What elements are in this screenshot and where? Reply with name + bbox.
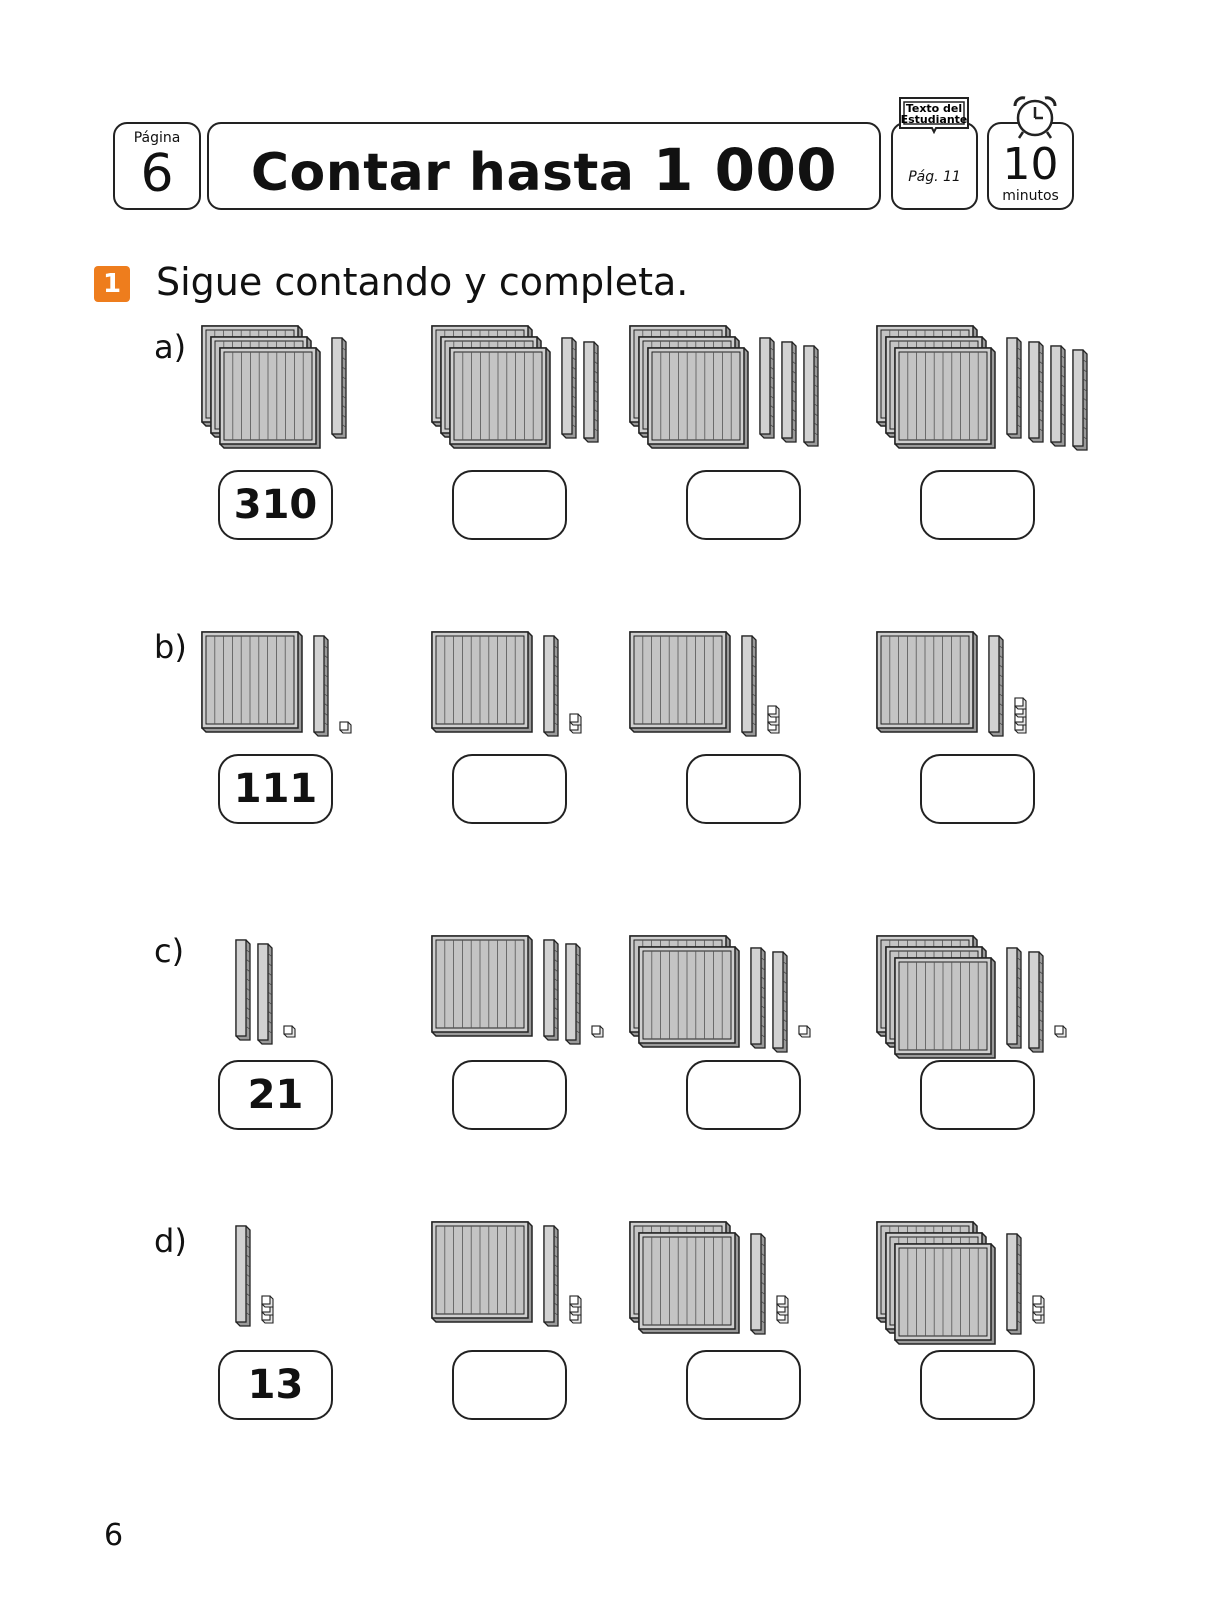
row-label: c) xyxy=(154,932,185,970)
ten-rod xyxy=(1007,338,1021,438)
hundred-flat xyxy=(895,1244,995,1344)
unit-cube xyxy=(1055,1026,1066,1037)
alarm-clock-icon xyxy=(1009,94,1061,142)
hundred-flat xyxy=(639,1233,739,1333)
base-ten-figure xyxy=(628,932,848,1072)
base-ten-figure xyxy=(628,628,848,768)
ten-rod xyxy=(332,338,346,438)
answer-box[interactable] xyxy=(452,470,567,540)
hundred-flat xyxy=(877,632,977,732)
row-label: a) xyxy=(154,328,187,366)
unit-cube xyxy=(284,1026,295,1037)
hundred-flat xyxy=(450,348,550,448)
page-title xyxy=(209,136,879,204)
title-number: 1 000 xyxy=(653,136,838,204)
textbook-ref-box xyxy=(891,122,978,210)
hundred-flat xyxy=(648,348,748,448)
time-value: 10 xyxy=(1002,139,1059,190)
page-label: Página xyxy=(133,130,181,146)
unit-cube xyxy=(777,1296,788,1307)
ten-rod xyxy=(314,636,328,736)
title-text: Contar hasta xyxy=(250,143,654,203)
answer-box[interactable] xyxy=(686,1060,801,1130)
unit-cube xyxy=(570,714,581,725)
ten-rod xyxy=(751,948,765,1048)
ten-rod xyxy=(751,1234,765,1334)
answer-example: 111 xyxy=(218,754,333,824)
ten-rod xyxy=(1007,1234,1021,1334)
answer-example: 21 xyxy=(218,1060,333,1130)
ten-rod xyxy=(1073,350,1087,450)
answer-box[interactable] xyxy=(686,470,801,540)
hundred-flat xyxy=(895,348,995,448)
ten-rod xyxy=(773,952,787,1052)
footer-page-number: 6 xyxy=(104,1518,124,1553)
ten-rod xyxy=(562,338,576,438)
time-unit: minutos xyxy=(1002,188,1059,204)
ten-rod xyxy=(566,944,580,1044)
ten-rod xyxy=(782,342,796,442)
textbook-page: Pág. 11 xyxy=(908,169,961,185)
answer-box[interactable] xyxy=(686,1350,801,1420)
hundred-flat xyxy=(220,348,320,448)
answer-box[interactable] xyxy=(920,754,1035,824)
base-ten-figure xyxy=(430,322,650,462)
answer-example: 310 xyxy=(218,470,333,540)
unit-cube xyxy=(799,1026,810,1037)
unit-cube xyxy=(592,1026,603,1037)
base-ten-figure xyxy=(200,628,420,768)
ten-rod xyxy=(1029,952,1043,1052)
ten-rod xyxy=(1029,342,1043,442)
base-ten-figure xyxy=(875,628,1095,768)
base-ten-figure xyxy=(430,1218,650,1358)
unit-cube xyxy=(768,706,779,717)
exercise-number: 1 xyxy=(94,266,130,302)
base-ten-figure xyxy=(200,932,420,1072)
hundred-flat xyxy=(432,1222,532,1322)
ten-rod xyxy=(989,636,1003,736)
unit-cube xyxy=(340,722,351,733)
answer-box[interactable] xyxy=(452,1350,567,1420)
book-icon xyxy=(896,96,972,134)
unit-cube xyxy=(1033,1296,1044,1307)
answer-box[interactable] xyxy=(920,1350,1035,1420)
book-line1: Texto del xyxy=(905,102,963,115)
hundred-flat xyxy=(630,632,730,732)
unit-cube xyxy=(570,1296,581,1307)
base-ten-figure xyxy=(200,1218,420,1358)
ten-rod xyxy=(236,940,250,1040)
base-ten-figure xyxy=(430,932,650,1072)
ten-rod xyxy=(1051,346,1065,446)
hundred-flat xyxy=(432,632,532,732)
ten-rod xyxy=(544,940,558,1040)
ten-rod xyxy=(236,1226,250,1326)
book-line2: Estudiante xyxy=(900,113,968,126)
unit-cube xyxy=(262,1296,273,1307)
hundred-flat xyxy=(432,936,532,1036)
hundred-flat xyxy=(895,958,995,1058)
ten-rod xyxy=(584,342,598,442)
hundred-flat xyxy=(202,632,302,732)
title-box xyxy=(207,122,881,210)
row-label: b) xyxy=(154,628,187,666)
page-number: 6 xyxy=(140,144,174,204)
page-number-box xyxy=(113,122,201,210)
ten-rod xyxy=(760,338,774,438)
ten-rod xyxy=(1007,948,1021,1048)
exercise-instruction: Sigue contando y completa. xyxy=(156,260,689,304)
base-ten-figure xyxy=(875,322,1095,462)
ten-rod xyxy=(804,346,818,446)
answer-example: 13 xyxy=(218,1350,333,1420)
ten-rod xyxy=(544,636,558,736)
unit-cube xyxy=(1015,698,1026,709)
answer-box[interactable] xyxy=(452,1060,567,1130)
hundred-flat xyxy=(639,947,739,1047)
answer-box[interactable] xyxy=(920,1060,1035,1130)
base-ten-figure xyxy=(430,628,650,768)
answer-box[interactable] xyxy=(452,754,567,824)
ten-rod xyxy=(544,1226,558,1326)
base-ten-figure xyxy=(628,1218,848,1358)
row-label: d) xyxy=(154,1222,187,1260)
ten-rod xyxy=(742,636,756,736)
base-ten-figure xyxy=(200,322,420,462)
base-ten-figure xyxy=(628,322,848,462)
base-ten-figure xyxy=(875,1218,1095,1358)
answer-box[interactable] xyxy=(920,470,1035,540)
base-ten-figure xyxy=(875,932,1095,1072)
ten-rod xyxy=(258,944,272,1044)
answer-box[interactable] xyxy=(686,754,801,824)
